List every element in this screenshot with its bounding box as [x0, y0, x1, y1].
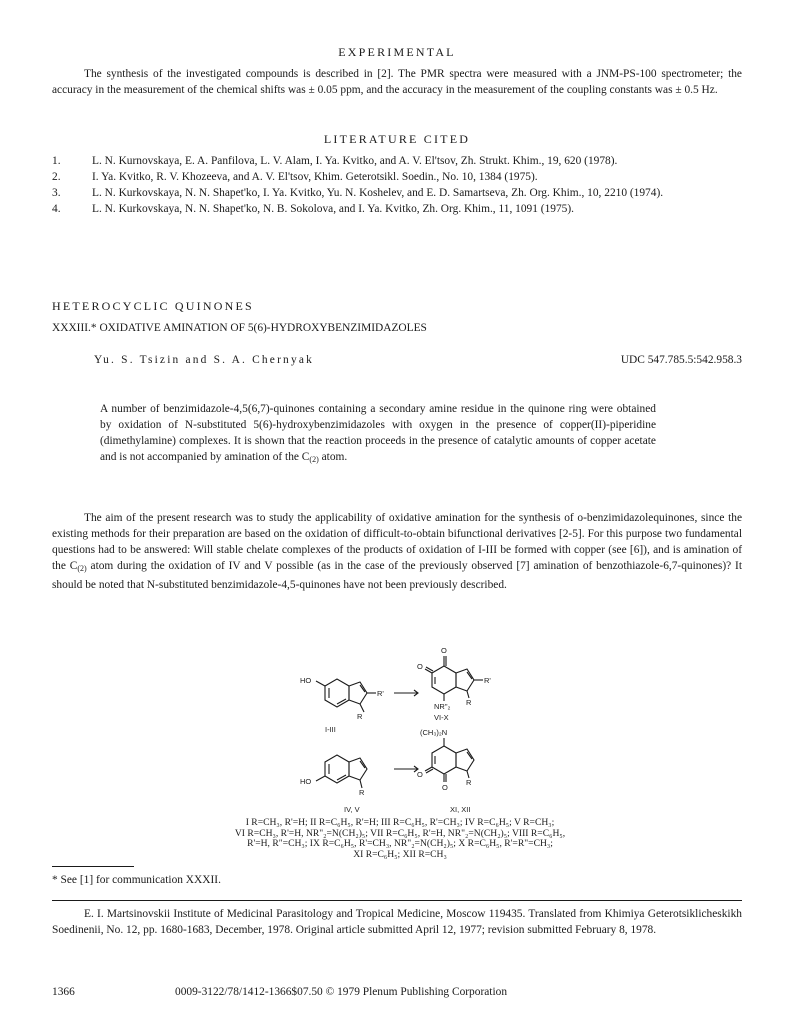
abstract-subscript: (2): [309, 455, 319, 464]
literature-heading: LITERATURE CITED: [323, 132, 471, 146]
o-label: O: [417, 662, 423, 671]
imidazole-ring: [456, 749, 474, 771]
o-label: O: [417, 770, 423, 779]
body-text: The aim of the present research was to study the applicability of oxidative amination for the synthesis of o-benzimidazolequinones, since the existing methods for their preparation are based on the oxidation of difficult-to-obtain bifunctional derivatives [2-5]. For this purpose two fundamental questions had to be answered: Will stable chelate complexes of the products of oxidation of I-III be formed with copper (see [6]), and is amination of the C: [52, 512, 742, 572]
nr2-label: NR"₂: [434, 702, 451, 711]
abstract-text: A number of benzimidazole-4,5(6,7)-quinones containing a secondary amine residue in the quinone ring were obtained by oxidation of N-substituted 5(6)-hydroxybenzimidazoles with oxygen in the presence of copper(II)-piperidine (dimethylamine) complexes. It is shown that the reaction proceeds in the presence of catalytic amounts of copper acetate and is not accompanied by amination of the C: [100, 403, 656, 463]
reference-list: [52, 153, 742, 217]
footnote-rule: [52, 866, 134, 867]
experimental-text: The synthesis of the investigated compounds is described in [2]. The PMR spectra were measured with a JNM-PS-100 spectrometer; the accuracy in the measurement of the chemical shifts was ± 0.05 ppm, and the accuracy in the measurement of the coupling constants was ± 0.5 Hz.: [52, 68, 742, 96]
r-prime-label: R': [484, 676, 491, 685]
ho-label: HO: [300, 777, 312, 786]
udc-code: UDC 547.785.5:542.958.3: [620, 354, 742, 366]
legend-line: XI R=C₆H₅; XII R=CH₃: [353, 848, 447, 860]
compound-label: I-III: [325, 725, 336, 734]
o-label: O: [441, 646, 447, 655]
compound-label: XI, XII: [450, 805, 471, 814]
legend-line: I R=CH₃, R'=H; II R=C₆H₅, R'=H; III R=C₆H₅, R'=CH₃; IV R=C₆H₅; V R=CH₃;: [245, 817, 555, 828]
imidazole-ring: [349, 758, 367, 780]
imidazole-ring: [456, 669, 474, 691]
o-label: O: [442, 783, 448, 792]
experimental-heading: EXPERIMENTAL: [338, 45, 456, 59]
reference-text: L. N. Kurnovskaya, E. A. Panfilova, L. V. Alam, I. Ya. Kvitko, and A. V. El'tsov, Zh. Strukt. Khim., 19, 620 (1978).: [92, 155, 618, 167]
reaction-scheme: [280, 632, 540, 816]
footnote: * See [1] for communication XXXII.: [52, 874, 221, 886]
abstract: [100, 401, 656, 468]
body-text-end: atom during the oxidation of IV and V possible (as in the case of the previously observed [7] amination of benzothiazole-6,7-quinones)? It should be noted that N-substituted benzimidazole-4,5-quinones have not been previously described.: [52, 560, 742, 591]
r-label: R: [466, 698, 472, 707]
authors: Yu. S. Tsizin and S. A. Chernyak: [94, 354, 314, 366]
r-label: R: [357, 712, 363, 721]
reference-item: [52, 153, 742, 169]
reference-number: 3.: [52, 187, 61, 199]
legend-line: R'=H, R"=CH₃; IX R=C₆H₅, R'=CH₃, NR"₂=N(CH₂)₅; X R=C₆H₅, R'=R"=CH₃;: [247, 838, 553, 849]
reference-text: L. N. Kurkovskaya, N. N. Shapet'ko, I. Ya. Kvitko, Yu. N. Koshelev, and E. D. Samartseva, Zh. Org. Khim., 10, 2210 (1974).: [92, 187, 664, 199]
body-subscript: (2): [77, 564, 87, 573]
ho-label: HO: [300, 676, 312, 685]
reference-number: 1.: [52, 155, 61, 167]
affiliation-rule: [52, 900, 742, 901]
quinone-ring: [432, 746, 456, 774]
page-number: 1366: [52, 986, 75, 998]
reference-item: [52, 201, 742, 217]
compound-label: IV, V: [344, 805, 360, 814]
abstract-text-end: atom.: [318, 451, 348, 463]
r-prime-label: R': [377, 689, 384, 698]
reference-item: [52, 169, 742, 185]
reference-text: I. Ya. Kvitko, R. V. Khozeeva, and A. V. El'tsov, Khim. Geterotsikl. Soedin., No. 10, 1384 (1975).: [92, 171, 538, 183]
publication-code: 0009-3122/78/1412-1366$07.50 © 1979 Plenum Publishing Corporation: [175, 986, 508, 998]
quinone-ring: [432, 666, 456, 694]
reference-text: L. N. Kurkovskaya, N. N. Shapet'ko, N. B. Sokolova, and I. Ya. Kvitko, Zh. Org. Khim., 11, 1091 (1975).: [92, 203, 575, 215]
imidazole-ring: [349, 682, 367, 704]
reference-item: [52, 185, 742, 201]
reference-number: 4.: [52, 203, 61, 215]
compound-label: VI-X: [434, 713, 449, 722]
legend-line: VI R=CH₃, R'=H, NR"₂=N(CH₂)₅; VII R=C₆H₅, R'=H, NR"₂=N(CH₂)₅; VIII R=C₆H₅,: [234, 827, 566, 839]
affiliation: E. I. Martsinovskii Institute of Medicinal Parasitology and Tropical Medicine, Moscow 119435. Translated from Khimiya Geterotsiklicheskikh Soedinenii, No. 12, pp. 1680-1683, December, 1978. Original article submitted April 12, 1977; revision submitted February 8, 1978.: [52, 908, 742, 936]
series-title: HETEROCYCLIC QUINONES: [52, 299, 254, 313]
reference-number: 2.: [52, 171, 61, 183]
r-label: R: [466, 778, 472, 787]
article-title: XXXIII.* OXIDATIVE AMINATION OF 5(6)-HYDROXYBENZIMIDAZOLES: [52, 322, 427, 334]
body-paragraph: [52, 510, 742, 593]
compound-legend: [180, 818, 620, 860]
nme3-label: (CH₃)₂N: [420, 728, 448, 737]
r-label: R: [359, 788, 365, 797]
